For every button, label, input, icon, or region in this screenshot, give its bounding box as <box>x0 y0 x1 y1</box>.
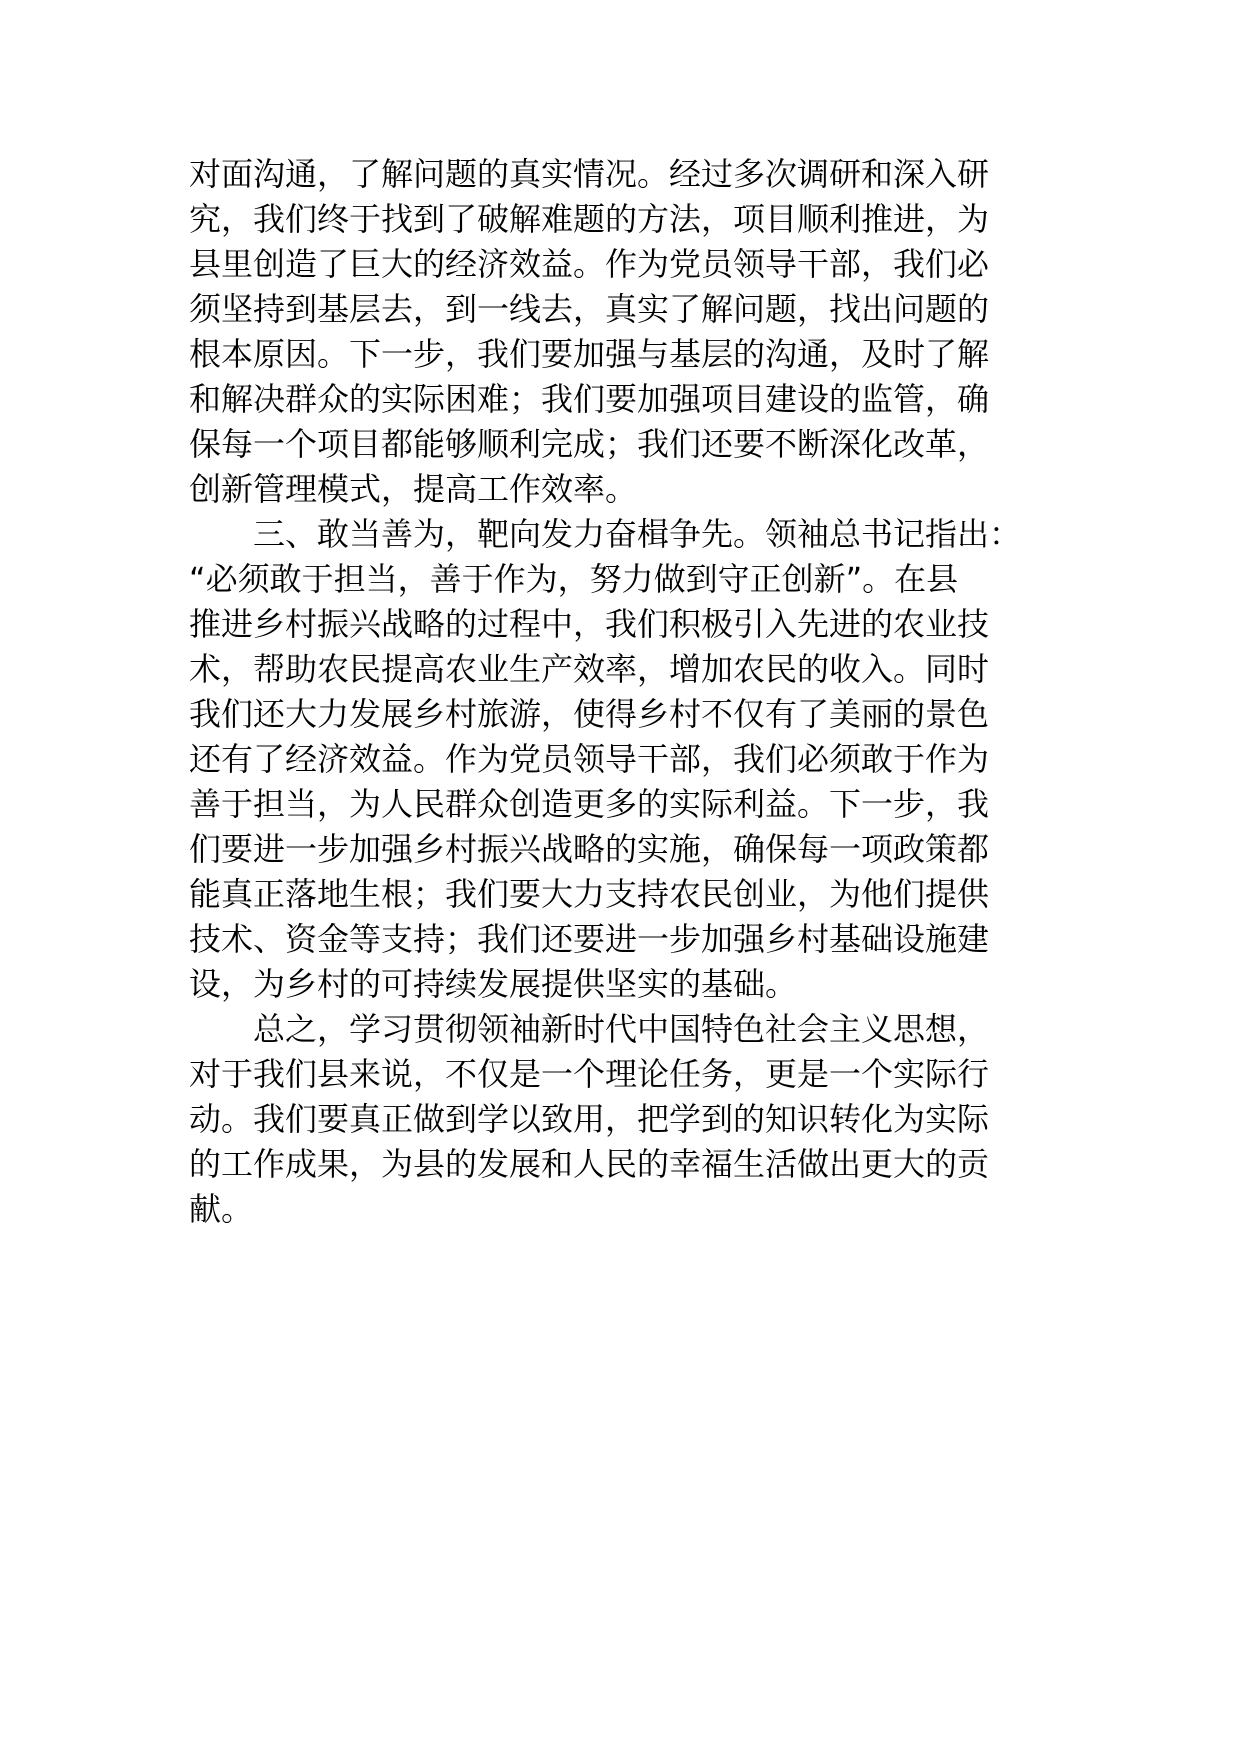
paragraph-line: 设，为乡村的可持续发展提供坚实的基础。 <box>189 965 798 1003</box>
paragraph-line: 技术、资金等支持；我们还要进一步加强乡村基础设施建 <box>189 920 990 958</box>
paragraph-line: 推进乡村振兴战略的过程中，我们积极引入先进的农业技 <box>189 605 990 643</box>
conclusion-first-line: 总之，学习贯彻领袖新时代中国特色社会主义思想， <box>253 1010 990 1048</box>
paragraph-line: 县里创造了巨大的经济效益。作为党员领导干部，我们必 <box>189 245 990 283</box>
paragraph-line: 术，帮助农民提高农业生产效率，增加农民的收入。同时 <box>189 650 990 688</box>
paragraph-line: 根本原因。下一步，我们要加强与基层的沟通，及时了解 <box>189 335 990 373</box>
paragraph-line: 和解决群众的实际困难；我们要加强项目建设的监管，确 <box>189 380 990 418</box>
section-three-heading-line: 三、敢当善为，靶向发力奋楫争先。领袖总书记指出： <box>253 515 1022 553</box>
paragraph-line: 的工作成果，为县的发展和人民的幸福生活做出更大的贡 <box>189 1145 990 1183</box>
body-text <box>189 152 1069 1232</box>
paragraph-line: 对面沟通，了解问题的真实情况。经过多次调研和深入研 <box>189 155 990 193</box>
paragraph-line: 们要进一步加强乡村振兴战略的实施，确保每一项政策都 <box>189 830 990 868</box>
paragraph-line: 我们还大力发展乡村旅游，使得乡村不仅有了美丽的景色 <box>189 695 990 733</box>
paragraph-line: “必须敢于担当，善于作为，努力做到守正创新”。在县 <box>189 560 959 598</box>
paragraph-line: 能真正落地生根；我们要大力支持农民创业，为他们提供 <box>189 875 990 913</box>
paragraph-line: 对于我们县来说，不仅是一个理论任务，更是一个实际行 <box>189 1055 990 1093</box>
paragraph-line: 献。 <box>189 1190 254 1228</box>
paragraph-line: 善于担当，为人民群众创造更多的实际利益。下一步，我 <box>189 785 990 823</box>
paragraph-line: 动。我们要真正做到学以致用，把学到的知识转化为实际 <box>189 1100 990 1138</box>
paragraph-line: 保每一个项目都能够顺利完成；我们还要不断深化改革， <box>189 425 990 463</box>
paragraph-line: 究，我们终于找到了破解难题的方法，项目顺利推进，为 <box>189 200 990 238</box>
paragraph-line: 还有了经济效益。作为党员领导干部，我们必须敢于作为 <box>189 740 990 778</box>
paragraph-line: 须坚持到基层去，到一线去，真实了解问题，找出问题的 <box>189 290 990 328</box>
paragraph-line: 创新管理模式，提高工作效率。 <box>189 470 638 508</box>
